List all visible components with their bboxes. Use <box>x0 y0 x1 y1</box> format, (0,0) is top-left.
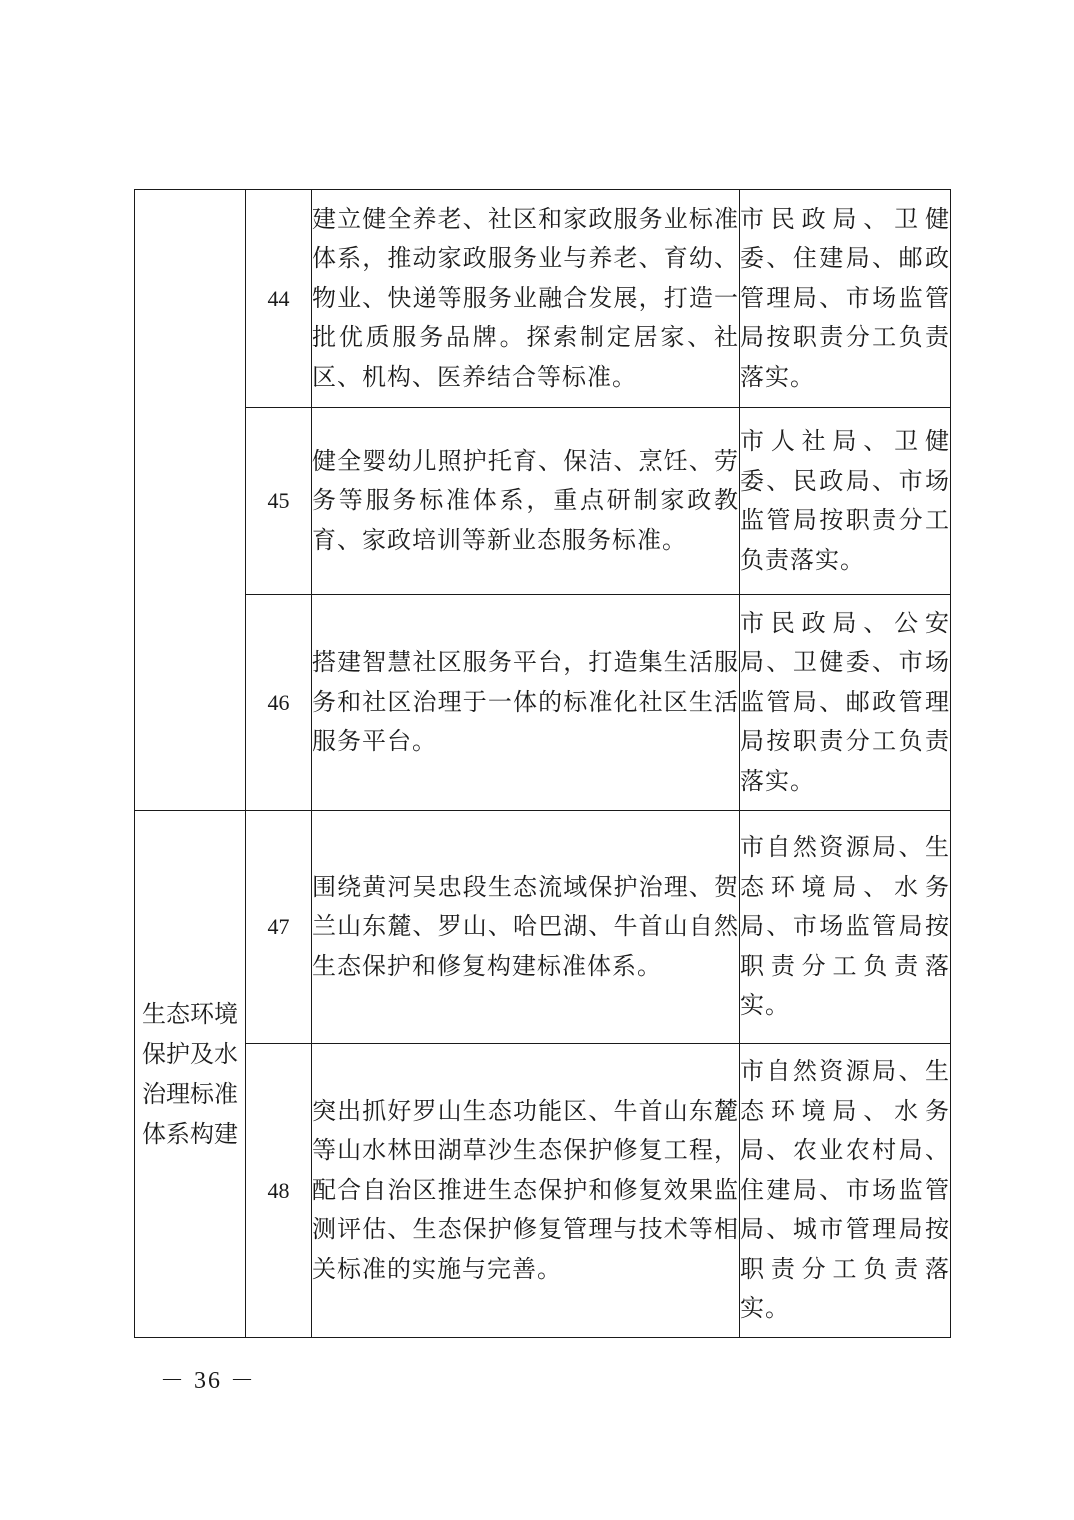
table-row <box>135 595 951 811</box>
item-number: 47 <box>246 811 312 1044</box>
category-cell-empty <box>135 190 246 811</box>
item-number: 44 <box>246 190 312 408</box>
item-number: 46 <box>246 595 312 811</box>
table-row <box>135 190 951 408</box>
item-responsible: 市人社局、卫健委、民政局、市场监管局按职责分工负责落实。 <box>740 408 951 595</box>
item-content: 健全婴幼儿照护托育、保洁、烹饪、劳务等服务标准体系，重点研制家政教育、家政培训等新业态服务标准。 <box>312 408 740 595</box>
table-row <box>135 408 951 595</box>
table-row <box>135 1044 951 1338</box>
item-content: 突出抓好罗山生态功能区、牛首山东麓等山水林田湖草沙生态保护修复工程，配合自治区推进生态保护和修复效果监测评估、生态保护修复管理与技术等相关标准的实施与完善。 <box>312 1044 740 1338</box>
item-responsible: 市自然资源局、生态环境局、水务局、市场监管局按职责分工负责落实。 <box>740 811 951 1044</box>
standards-table <box>134 189 951 1338</box>
item-number: 48 <box>246 1044 312 1338</box>
item-content: 搭建智慧社区服务平台，打造集生活服务和社区治理于一体的标准化社区生活服务平台。 <box>312 595 740 811</box>
item-responsible: 市民政局、公安局、卫健委、市场监管局、邮政管理局按职责分工负责落实。 <box>740 595 951 811</box>
item-number: 45 <box>246 408 312 595</box>
item-responsible: 市民政局、卫健委、住建局、邮政管理局、市场监管局按职责分工负责落实。 <box>740 190 951 408</box>
item-responsible: 市自然资源局、生态环境局、水务局、农业农村局、住建局、市场监管局、城市管理局按职责分工负责落实。 <box>740 1044 951 1338</box>
item-content: 建立健全养老、社区和家政服务业标准体系，推动家政服务业与养老、育幼、物业、快递等服务业融合发展，打造一批优质服务品牌。探索制定居家、社区、机构、医养结合等标准。 <box>312 190 740 408</box>
category-cell: 生态环境保护及水治理标准体系构建 <box>135 811 246 1338</box>
page-number: － 36 － <box>160 1368 256 1394</box>
table-row <box>135 811 951 1044</box>
item-content: 围绕黄河吴忠段生态流域保护治理、贺兰山东麓、罗山、哈巴湖、牛首山自然生态保护和修复构建标准体系。 <box>312 811 740 1044</box>
